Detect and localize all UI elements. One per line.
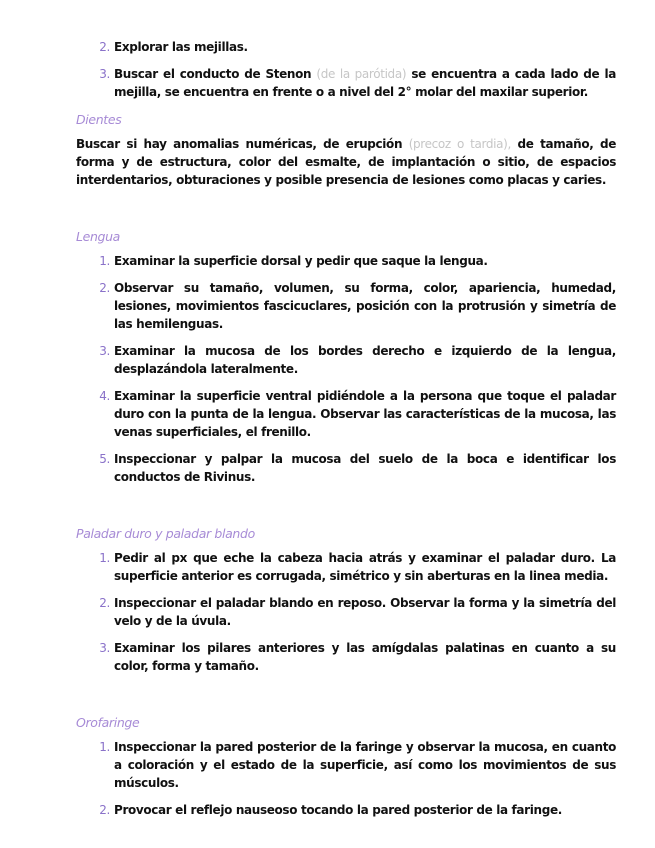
parenthetical-note: (precoz o tardia), xyxy=(408,137,511,151)
list-item xyxy=(76,549,616,585)
intro-section xyxy=(76,38,616,110)
paragraph-text-end: de tamaño, de forma y de estructura, color del esmalte, de implantación o sitio, de espacios interdentarios, obturaciones y posible presencia de lesiones como placas y caries. xyxy=(76,137,616,187)
list-number: 2. xyxy=(99,281,110,295)
list-number: 1. xyxy=(99,551,110,565)
paladar-section xyxy=(76,526,616,684)
section-heading-lengua: Lengua xyxy=(76,229,120,244)
section-heading-orofaringe: Orofaringe xyxy=(76,715,140,730)
list-number: 2. xyxy=(99,596,110,610)
list-item-text: Inspeccionar y palpar la mucosa del suelo de la boca e identificar los conductos de Rivinus. xyxy=(114,452,616,484)
list-number: 3. xyxy=(99,641,110,655)
list-item-text: Examinar los pilares anteriores y las amígdalas palatinas en cuanto a su color, forma y tamaño. xyxy=(114,641,616,673)
list-number: 5. xyxy=(99,452,110,466)
list-item-text: Provocar el reflejo nauseoso tocando la pared posterior de la faringe. xyxy=(114,803,562,817)
list-item-text: Pedir al px que eche la cabeza hacia atrás y examinar el paladar duro. La superficie anterior es corrugada, simétrico y sin aberturas en la linea media. xyxy=(114,551,616,583)
orofaringe-section xyxy=(76,715,616,828)
list-number: 4. xyxy=(99,389,110,403)
list-number: 1. xyxy=(99,254,110,268)
list-item xyxy=(76,738,616,792)
list-item-text: Examinar la superficie dorsal y pedir que saque la lengua. xyxy=(114,254,488,268)
paragraph-text-start: Buscar si hay anomalias numéricas, de erupción xyxy=(76,137,409,151)
list-item xyxy=(76,594,616,630)
list-item xyxy=(76,252,616,270)
list-item xyxy=(76,801,616,819)
list-item xyxy=(76,279,616,333)
paladar-list xyxy=(76,549,616,675)
section-heading-paladar: Paladar duro y paladar blando xyxy=(76,526,255,541)
list-item-text: Examinar la superficie ventral pidiéndole a la persona que toque el paladar duro con la punta de la lengua. Observar las características de la mucosa, las venas superficiales, el frenillo. xyxy=(114,389,616,439)
list-item-text: Inspeccionar la pared posterior de la faringe y observar la mucosa, en cuanto a coloración y el estado de la superficie, así como los movimientos de sus músculos. xyxy=(114,740,616,790)
list-item xyxy=(76,342,616,378)
list-item xyxy=(76,387,616,441)
list-number: 2. xyxy=(99,803,110,817)
orofaringe-list xyxy=(76,738,616,819)
list-item-text-end: se encuentra a cada lado de la mejilla, se encuentra en frente o a nivel del 2° molar del maxilar superior. xyxy=(114,67,616,99)
lengua-list xyxy=(76,252,616,486)
list-number: 3. xyxy=(99,67,110,81)
dientes-section xyxy=(76,112,616,189)
lengua-section xyxy=(76,229,616,495)
list-item xyxy=(76,38,616,56)
list-item-text: Examinar la mucosa de los bordes derecho e izquierdo de la lengua, desplazándola lateralmente. xyxy=(114,344,616,376)
list-item-text: Observar su tamaño, volumen, su forma, color, apariencia, humedad, lesiones, movimientos fascicuclares, posición con la protrusión y simetría de las hemilenguas. xyxy=(114,281,616,331)
list-number: 2. xyxy=(99,40,110,54)
list-number: 3. xyxy=(99,344,110,358)
list-item xyxy=(76,65,616,101)
parenthetical-note: (de la parótida) xyxy=(316,67,407,81)
list-item-text: Inspeccionar el paladar blando en reposo. Observar la forma y la simetría del velo y de la úvula. xyxy=(114,596,616,628)
section-heading-dientes: Dientes xyxy=(76,112,122,127)
list-item-text: Explorar las mejillas. xyxy=(114,40,248,54)
intro-list xyxy=(76,38,616,101)
list-item xyxy=(76,450,616,486)
list-number: 1. xyxy=(99,740,110,754)
list-item xyxy=(76,639,616,675)
list-item-text-start: Buscar el conducto de Stenon xyxy=(114,67,317,81)
dientes-paragraph xyxy=(76,135,616,189)
